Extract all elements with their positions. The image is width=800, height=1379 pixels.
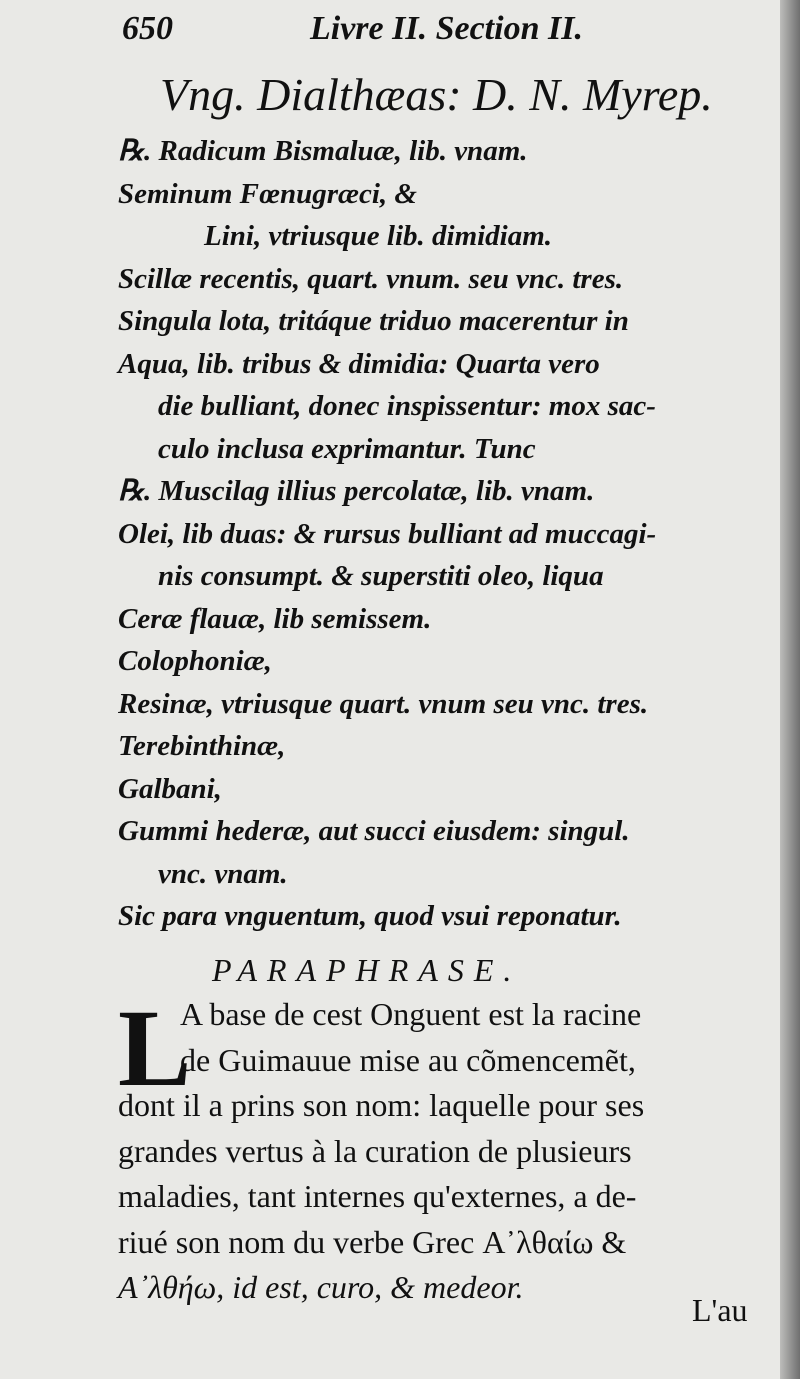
recipe-line: Lini, vtriusque lib. dimidiam. (204, 220, 553, 252)
recipe-line: ℞. Radicum Bismaluæ, lib. vnam. (118, 135, 528, 167)
recipe-line: Resinæ, vtriusque quart. vnum seu vnc. tres. (118, 687, 649, 720)
recipe-line: nis consumpt. & superstiti oleo, liqua (158, 560, 604, 592)
recipe-line: Gummi hederæ, aut succi eiusdem: singul. (118, 815, 630, 847)
running-head-text: Livre II. Section II. (310, 10, 583, 47)
paraphrase-line: riué son nom du verbe Grec Α᾽λθαίω & (118, 1223, 627, 1260)
recipe-line: Scillæ recentis, quart. vnum. seu vnc. tres. (118, 262, 624, 295)
recipe-line: Seminum Fœnugræci, & (118, 177, 417, 210)
page-number: 650 (122, 10, 173, 47)
paraphrase-line: Α᾽λθήω, id est, curo, & medeor. (118, 1269, 524, 1305)
recipe-line: Colophoniæ, (118, 645, 272, 677)
paraphrase-line: dont il a prins son nom: laquelle pour ses (118, 1087, 645, 1123)
paraphrase-line: maladies, tant internes qu'externes, a de- (118, 1178, 637, 1214)
page-edge (780, 0, 800, 1379)
recipe-line: Ceræ flauæ, lib semissem. (118, 602, 432, 635)
recipe-text (118, 130, 768, 938)
recipe-line: vnc. vnam. (158, 857, 288, 890)
paraphrase-heading: PARAPHRASE. (212, 952, 522, 988)
recipe-line: ℞. Muscilag illius percolatæ, lib. vnam. (118, 475, 595, 507)
recipe-line: Sic para vnguentum, quod vsui reponatur. (118, 900, 622, 932)
paraphrase-line: de Guimauue mise au cõmencemẽt, (180, 1041, 636, 1078)
recipe-line: Terebinthinæ, (118, 730, 286, 762)
paraphrase-line: A base de cest Onguent est la racine (180, 996, 642, 1032)
paraphrase-text (118, 987, 768, 1311)
recipe-line: Galbani, (118, 772, 222, 805)
recipe-line: Olei, lib duas: & rursus bulliant ad muccagi- (118, 517, 657, 550)
drop-cap: L (118, 987, 192, 1109)
recipe-line: die bulliant, donec inspissentur: mox sac- (158, 390, 656, 422)
recipe-line: culo inclusa exprimantur. Tunc (158, 432, 536, 465)
recipe-line: Aqua, lib. tribus & dimidia: Quarta vero (118, 347, 600, 380)
running-head (122, 10, 642, 50)
catchword: L'au (692, 1292, 748, 1328)
recipe-line: Singula lota, tritáque triduo macerentur in (118, 305, 629, 337)
recipe-title: Vng. Dialthæas: D. N. Myrep. (160, 69, 713, 120)
paraphrase-line: grandes vertus à la curation de plusieurs (118, 1132, 632, 1169)
